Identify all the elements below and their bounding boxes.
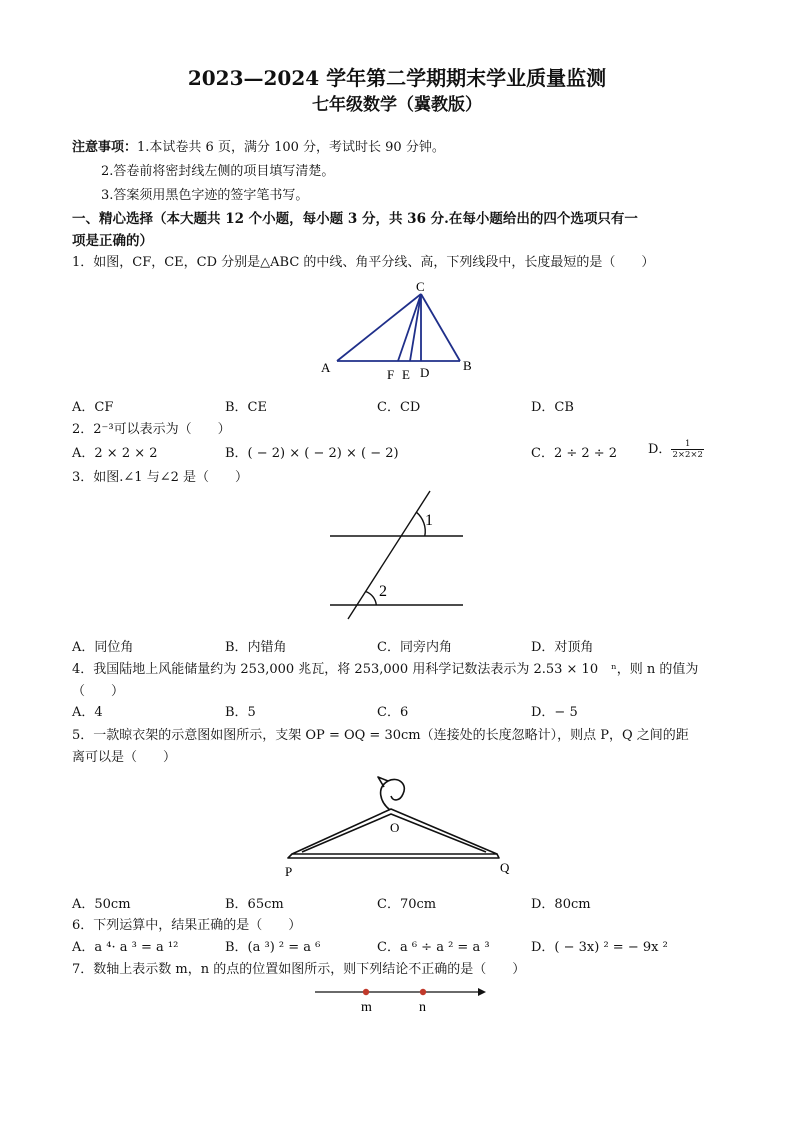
segment-bc [421,294,460,361]
q5-hanger-figure [280,770,520,882]
notes-line-3: 3.答案须用黑色字迹的签字笔书写。 [101,188,309,203]
label-e: E [402,367,410,382]
q5-stem-line-2: 离可以是（ ） [72,750,177,765]
q5-option-d[interactable]: D．80cm [531,897,591,912]
q1-option-c[interactable]: C．CD [377,400,421,415]
q1-triangle-figure [310,272,490,382]
q4-option-c[interactable]: C．6 [377,705,409,720]
q1-option-b[interactable]: B．CE [225,400,267,415]
q4-blank: （ ） [72,684,125,699]
q2-fraction: $\frac{1}{2\times 2\times 2}$ [672,439,703,460]
angle-1-arc [416,512,425,536]
segment-ac [337,294,421,361]
q3-option-d[interactable]: D．对顶角 [531,640,594,655]
angle-1-label: 1 [425,512,433,529]
label-n: n [419,1000,426,1015]
q3-option-b[interactable]: B．内错角 [225,640,287,655]
hanger-hook [381,779,405,810]
q6-stem: 6．下列运算中，结果正确的是（ ） [72,918,302,933]
q5-option-c[interactable]: C．70cm [377,897,437,912]
label-a: A [321,360,331,375]
exam-title: 2023—2024 学年第二学期期末学业质量监测 [187,66,607,90]
label-p: P [285,864,293,879]
q6-option-d[interactable]: D．( − 3x) ² = − 9x ² [531,940,668,955]
point-n [420,989,426,995]
q6-option-c[interactable]: C．a ⁶ ÷ a ² = a ³ [377,940,490,955]
transversal-line [348,491,430,619]
angle-2-arc [366,592,377,606]
label-f: F [387,367,395,382]
q4-stem: 4．我国陆地上风能储量约为 253,000 兆瓦，将 253,000 用科学记数法表示为 2.53 × 10 ⁿ，则 n 的值为 [72,662,699,677]
point-m [363,989,369,995]
q3-stem: 3．如图.∠1 与∠2 是（ ） [72,470,248,485]
q6-option-b[interactable]: B．(a ³) ² = a ⁶ [225,940,321,955]
label-q: Q [500,860,510,875]
q7-stem: 7．数轴上表示数 m，n 的点的位置如图所示，则下列结论不正确的是（ ） [72,962,526,977]
angle-2-label: 2 [379,583,387,600]
q2-option-d[interactable] [648,438,704,460]
q5-option-a[interactable]: A．50cm [72,897,131,912]
notes-line-2: 2.答卷前将密封线左侧的项目填写清楚。 [101,164,335,179]
q2-option-c[interactable]: C．2 ÷ 2 ÷ 2 [531,446,618,461]
q5-option-b[interactable]: B．65cm [225,897,284,912]
q5-stem-line-1: 5．一款晾衣架的示意图如图所示，支架 OP = OQ = 30cm（连接处的长度忽略计），则点 P，Q 之间的距 [72,728,689,743]
q2-option-b[interactable]: B．( − 2) × ( − 2) × ( − 2) [225,446,399,461]
q3-option-c[interactable]: C．同旁内角 [377,640,452,655]
q4-option-d[interactable]: D．− 5 [531,705,578,720]
number-line-arrow [478,988,486,996]
section-1-line-2: 项是正确的） [72,233,153,249]
q2-stem: 2．2⁻³可以表示为（ ） [72,422,231,437]
q7-number-line-figure [310,980,490,1016]
notes-label: 注意事项： [72,140,138,155]
q4-option-a[interactable]: A．4 [72,705,103,720]
q3-option-a[interactable]: A．同位角 [72,640,134,655]
q1-stem: 1．如图，CF，CE，CD 分别是△ABC 的中线、角平分线、高，下列线段中，长度最短的是（ ） [72,255,655,270]
q6-option-a[interactable]: A．a ⁴· a ³ = a ¹² [72,940,179,955]
q1-option-d[interactable]: D．CB [531,400,574,415]
q2-option-a[interactable]: A．2 × 2 × 2 [72,446,158,461]
q2-option-d-label: D． [648,442,672,457]
label-c: C [416,279,425,294]
q3-angle-figure [325,488,470,623]
q4-option-b[interactable]: B．5 [225,705,256,720]
notes-line-1 [72,136,445,155]
notes-text-1: 1.本试卷共 6 页，满分 100 分，考试时长 90 分钟。 [137,140,445,155]
q1-option-a[interactable]: A．CF [72,400,114,415]
segment-ce [410,294,421,361]
exam-subtitle: 七年级数学（冀教版） [312,95,482,115]
section-1-line-1: 一、精心选择（本大题共 12 个小题，每小题 3 分，共 36 分.在每小题给出的四个选项只有一 [72,211,638,227]
label-d: D [420,365,430,380]
label-b: B [463,358,472,373]
label-m: m [361,1000,372,1015]
label-o: O [390,820,400,835]
